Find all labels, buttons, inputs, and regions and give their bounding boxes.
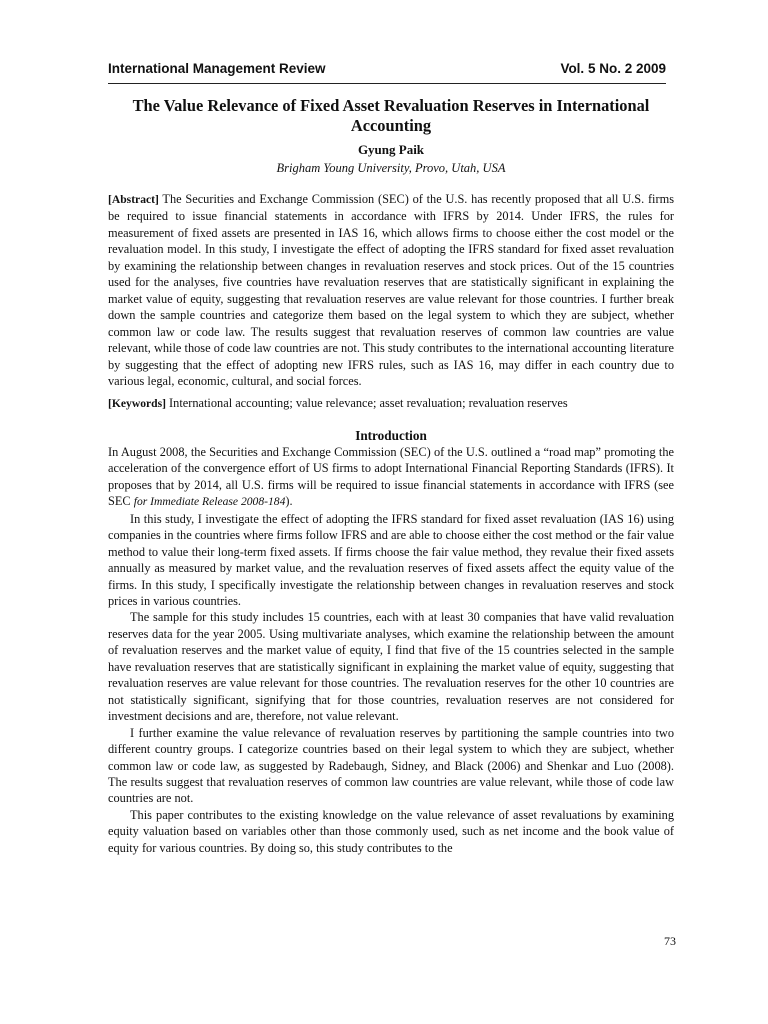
intro-paragraph-2: In this study, I investigate the effect of adopting the IFRS standard for fixed asset revaluation (IAS 16) using companies in the countries where firms follow IFRS and are able to choose either the cost method or the fair value method to value their long-term fixed assets. If firms choose the fair value method, they revalue their fixed assets annually as measured by market value, and the revaluation reserves of fixed assets affect the equity value of the firms. In this study, I specifically investigate the relationship between changes in revaluation reserves and stock prices in various countries. [108, 511, 674, 608]
abstract-paragraph [108, 191, 674, 389]
abstract-text: The Securities and Exchange Commission (SEC) of the U.S. has recently proposed that all U.S. firms be required to issue financial statements in accordance with IFRS by 2014. Under IFRS, the rules for measurement of fixed assets are presented in IAS 16, which allows firms to choose either the cost model or the revaluation model. In this study, I investigate the effect of adopting the IFRS standard for fixed asset revaluation by examining the relationship between changes in revaluation reserves and stock prices. Out of the 15 countries used for the analyses, five countries have revaluation reserves that are statistically significant in explaining the market value of equity, suggesting that revaluation reserves are value relevant for those countries. I further break down the sample countries and categorize them based on the legal system to which they are subject, whether common law or code law. The results suggest that revaluation reserves of common law countries are value relevant, while those of code law countries are not. This study contributes to the international accounting literature by suggesting that the effect of adopting new IFRS rules, such as IAS 16, may differ in each country due to various legal, economic, cultural, and social forces. [108, 192, 674, 388]
article-title: The Value Relevance of Fixed Asset Revaluation Reserves in International Accounting [132, 96, 650, 135]
page-number: 73 [664, 934, 676, 948]
volume-info: Vol. 5 No. 2 2009 [560, 61, 666, 76]
running-header [108, 61, 666, 76]
intro-paragraph-4: I further examine the value relevance of revaluation reserves by partitioning the sample countries into two different country groups. I categorize countries based on their legal system to which they are subject, whether common law or code law, as suggested by Radebaugh, Sidney, and Black (2006) and Shenkar and Luo (2008). The results suggest that revaluation reserves of common law countries are value relevant, while those of code law countries are not. [108, 725, 674, 806]
header-rule [108, 83, 666, 84]
article-body [108, 96, 674, 856]
keywords-text: International accounting; value relevance; asset revaluation; revaluation reserves [165, 396, 568, 411]
intro-p1-text: In August 2008, the Securities and Exchange Commission (SEC) of the U.S. outlined a “road map” promoting the acceleration of the convergence effort of US firms to adopt International Financial Reporting Standards (IFRS). It proposes that by 2014, all U.S. firms will be required to issue financial statements in accordance with IFRS (see SEC [108, 444, 674, 509]
keywords-label: [Keywords] [108, 397, 166, 411]
intro-paragraph-5: This paper contributes to the existing knowledge on the value relevance of asset revaluations by examining equity valuation based on variables other than those commonly used, such as net income and the book value of equity for various countries. By doing so, this study contributes to the [108, 807, 674, 855]
journal-name: International Management Review [108, 61, 326, 76]
intro-p1-end: ). [285, 494, 293, 509]
keywords-paragraph [108, 395, 674, 412]
abstract-label: [Abstract] [108, 193, 159, 206]
section-heading-introduction: Introduction [355, 427, 427, 443]
author-affiliation: Brigham Young University, Provo, Utah, USA [276, 161, 506, 175]
intro-paragraph-3: The sample for this study includes 15 countries, each with at least 30 companies that have valid revaluation reserves data for the year 2005. Using multivariate analyses, which examine the relationship between the amount of revaluation reserves and the market value of equity, I find that five of the 15 countries selected in the sample have revaluation reserves that are statistically significant in explaining the market value of equity, suggesting that revaluation reserves are value relevant for those countries. The revaluation reserves for the other 10 countries are not statistically significant, signifying that for those countries, revaluation reserves are not considered for investment decisions and are, therefore, not value relevant. [108, 610, 674, 724]
sec-release-reference: for Immediate Release 2008-184 [133, 495, 286, 509]
intro-paragraph-1 [108, 444, 674, 511]
author-name: Gyung Paik [357, 142, 425, 157]
